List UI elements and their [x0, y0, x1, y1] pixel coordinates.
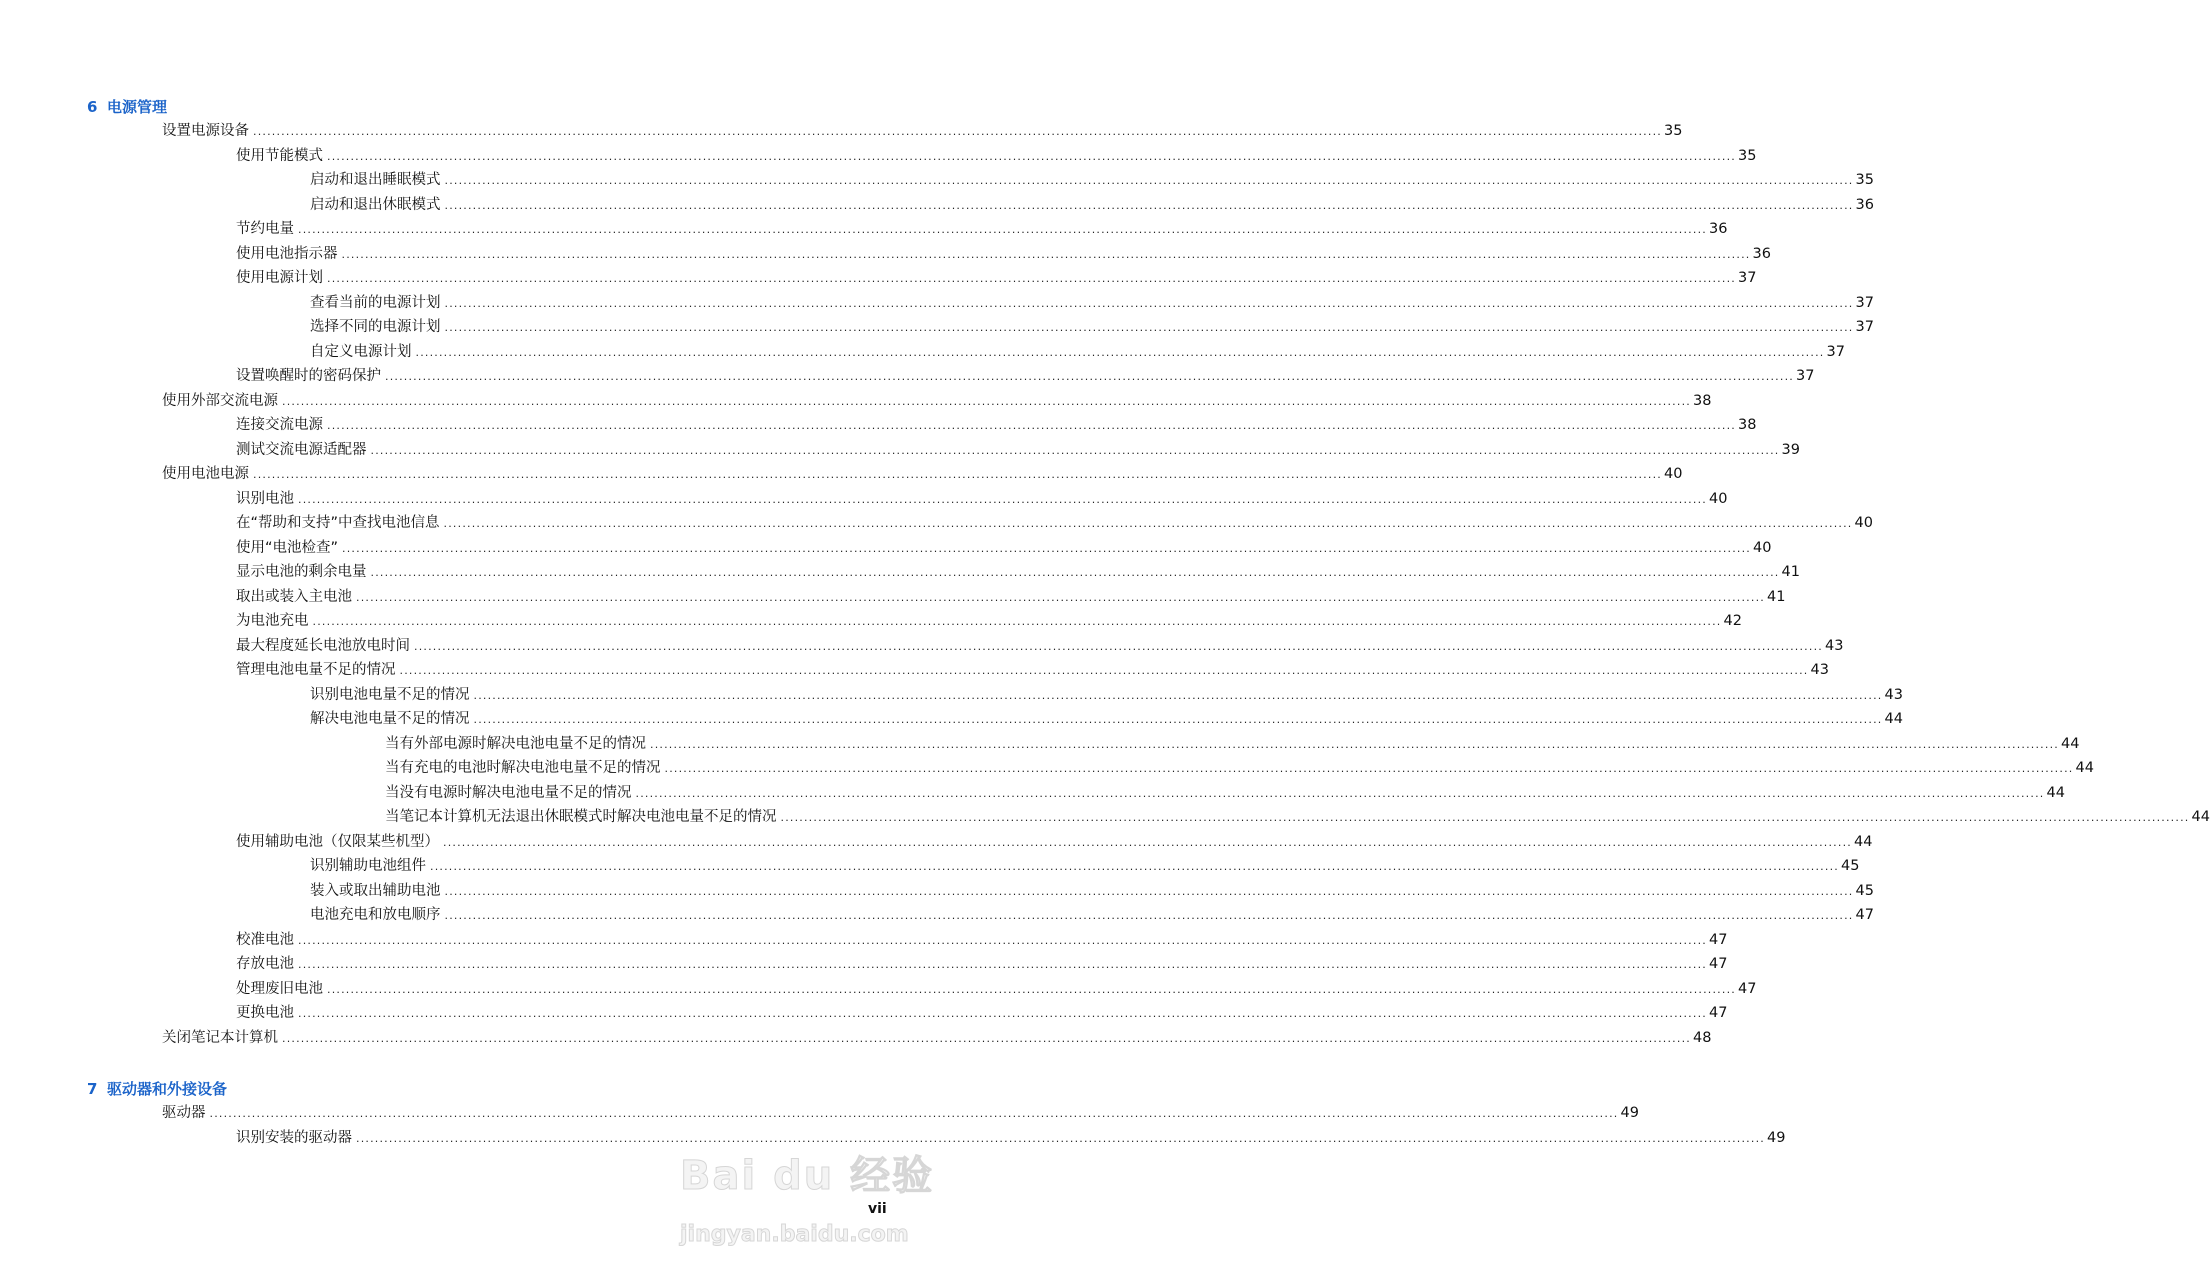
toc-entry-page: 39 [1781, 441, 1800, 458]
toc-entry-title: 节约电量 [236, 221, 294, 237]
toc-entry[interactable] [385, 805, 2210, 829]
dot-leader: ............................................................................................................................................................................................................................................................................................................ [444, 174, 1854, 187]
dot-leader: ............................................................................................................................................................................................................................................................................................................ [444, 909, 1854, 922]
chapter-number: 6 [87, 98, 98, 116]
toc-entry-page: 37 [1737, 270, 1757, 286]
toc-entry-page: 43 [1884, 686, 1903, 703]
toc-entry[interactable] [310, 903, 1874, 927]
toc-entry-title: 使用电源计划 [236, 270, 323, 286]
toc-entry-title: 当有外部电源时解决电池电量不足的情况 [385, 735, 646, 752]
dot-leader: ............................................................................................................................................................................................................................................................................................................ [209, 1107, 1619, 1120]
watermark-url: jingyan.baidu.com [680, 1222, 909, 1247]
toc-entry-title: 自定义电源计划 [310, 343, 412, 360]
dot-leader: ............................................................................................................................................................................................................................................................................................................ [298, 958, 1707, 971]
toc-entry-title: 查看当前的电源计划 [310, 294, 441, 311]
toc-entry-page: 36 [1752, 245, 1771, 262]
toc-entry-title: 当有充电的电池时解决电池电量不足的情况 [385, 760, 661, 776]
toc-entry-title: 当笔记本计算机无法退出休眠模式时解决电池电量不足的情况 [385, 809, 777, 825]
toc-entry[interactable] [236, 977, 1757, 1001]
toc-entry[interactable] [236, 438, 1800, 462]
dot-leader: ............................................................................................................................................................................................................................................................................................................ [327, 419, 1736, 432]
toc-entry[interactable] [236, 413, 1757, 437]
toc-entry-title: 连接交流电源 [236, 417, 323, 433]
dot-leader: ............................................................................................................................................................................................................................................................................................................ [473, 713, 1883, 726]
toc-entry-title: 识别辅助电池组件 [310, 858, 426, 874]
dot-leader: ............................................................................................................................................................................................................................................................................................................ [443, 835, 1852, 849]
toc-entry-page: 47 [1708, 1005, 1728, 1021]
toc-entry[interactable] [236, 217, 1728, 241]
toc-entry[interactable] [310, 315, 1874, 339]
toc-entry-page: 49 [1766, 1129, 1786, 1146]
dot-leader: ............................................................................................................................................................................................................................................................................................................ [664, 762, 2074, 775]
toc-entry[interactable] [162, 1101, 1639, 1125]
dot-leader: ............................................................................................................................................................................................................................................................................................................ [341, 247, 1751, 261]
toc-entry-title: 电池充电和放电顺序 [310, 907, 441, 923]
dot-leader: ............................................................................................................................................................................................................................................................................................................ [444, 321, 1854, 334]
toc-entry-title: 设置唤醒时的密码保护 [236, 368, 381, 384]
dot-leader: ............................................................................................................................................................................................................................................................................................................ [780, 811, 2190, 824]
dot-leader: ............................................................................................................................................................................................................................................................................................................ [414, 639, 1823, 653]
dot-leader: ............................................................................................................................................................................................................................................................................................................ [650, 737, 2059, 751]
toc-entry-page: 35 [1855, 172, 1874, 188]
dot-leader: ............................................................................................................................................................................................................................................................................................................ [443, 517, 1853, 530]
toc-entry-page: 45 [1840, 858, 1860, 874]
dot-leader: ............................................................................................................................................................................................................................................................................................................ [473, 688, 1883, 702]
toc-entry[interactable] [310, 291, 1874, 315]
toc-entry[interactable] [310, 879, 1874, 903]
toc-entry-page: 41 [1781, 564, 1800, 580]
toc-entry[interactable] [310, 854, 1860, 878]
toc-entry-page: 47 [1708, 956, 1728, 972]
toc-entry-title: 选择不同的电源计划 [310, 319, 441, 335]
toc-entry-title: 更换电池 [236, 1005, 294, 1021]
dot-leader: ............................................................................................................................................................................................................................................................................................................ [430, 860, 1839, 873]
dot-leader: ............................................................................................................................................................................................................................................................................................................ [298, 933, 1707, 947]
toc-entry-title: 取出或装入主电池 [236, 588, 352, 605]
page-number-folio: vii [868, 1201, 887, 1217]
toc-entry-title: 使用节能模式 [236, 147, 323, 164]
dot-leader: ............................................................................................................................................................................................................................................................................................................ [327, 272, 1736, 285]
toc-entry-page: 36 [1708, 221, 1728, 237]
dot-leader: ............................................................................................................................................................................................................................................................................................................ [399, 664, 1809, 677]
toc-entry-page: 45 [1855, 882, 1874, 899]
dot-leader: ............................................................................................................................................................................................................................................................................................................ [253, 125, 1662, 138]
toc-entry-title: 使用外部交流电源 [162, 392, 278, 409]
toc-entry[interactable] [236, 1126, 1786, 1150]
dot-leader: ............................................................................................................................................................................................................................................................................................................ [356, 1131, 1765, 1145]
toc-entry[interactable] [236, 364, 1815, 388]
toc-entry-page: 35 [1737, 147, 1757, 164]
toc-entry-page: 37 [1855, 294, 1874, 311]
toc-entry[interactable] [236, 830, 1873, 854]
toc-entry-page: 35 [1663, 123, 1683, 139]
dot-leader: ............................................................................................................................................................................................................................................................................................................ [282, 394, 1691, 408]
toc-entry[interactable] [236, 560, 1800, 584]
toc-entry-title: 使用“电池检查” [236, 539, 339, 556]
toc-entry[interactable] [236, 536, 1772, 560]
toc-entry-title: 使用电池指示器 [236, 245, 338, 262]
chapter-number: 7 [87, 1080, 98, 1098]
toc-entry[interactable] [236, 266, 1757, 290]
toc-entry-title: 识别电池 [236, 490, 294, 507]
toc-entry[interactable] [236, 658, 1829, 682]
dot-leader: ............................................................................................................................................................................................................................................................................................................ [385, 370, 1794, 383]
toc-entry[interactable] [236, 585, 1786, 609]
toc-entry[interactable] [310, 683, 1903, 707]
toc-entry-page: 49 [1620, 1105, 1639, 1121]
toc-entry[interactable] [162, 1026, 1712, 1050]
toc-entry-title: 存放电池 [236, 956, 294, 972]
toc-entry-page: 44 [2075, 760, 2094, 776]
dot-leader: ............................................................................................................................................................................................................................................................................................................ [415, 345, 1825, 359]
chapter-heading[interactable] [87, 95, 167, 119]
toc-entry-title: 最大程度延长电池放电时间 [236, 637, 410, 654]
toc-entry[interactable] [162, 119, 1683, 143]
toc-entry[interactable] [385, 756, 2094, 780]
toc-entry[interactable] [236, 242, 1771, 266]
toc-entry[interactable] [236, 511, 1873, 535]
toc-entry-title: 处理废旧电池 [236, 980, 323, 997]
toc-entry-page: 43 [1824, 637, 1844, 654]
toc-entry-title: 测试交流电源适配器 [236, 441, 367, 458]
toc-entry[interactable] [236, 487, 1728, 511]
toc-entry-title: 当没有电源时解决电池电量不足的情况 [385, 784, 632, 801]
toc-entry[interactable] [162, 389, 1712, 413]
dot-leader: ............................................................................................................................................................................................................................................................................................................ [342, 541, 1752, 555]
toc-entry-page: 36 [1855, 196, 1874, 213]
dot-leader: ............................................................................................................................................................................................................................................................................................................ [327, 982, 1736, 996]
toc-entry[interactable] [310, 340, 1845, 364]
dot-leader: ............................................................................................................................................................................................................................................................................................................ [327, 149, 1736, 163]
toc-entry[interactable] [310, 168, 1874, 192]
toc-entry-title: 设置电源设备 [162, 123, 249, 139]
toc-entry-page: 37 [1795, 368, 1815, 384]
toc-entry[interactable] [236, 634, 1844, 658]
chapter-heading[interactable] [87, 1077, 227, 1101]
dot-leader: ............................................................................................................................................................................................................................................................................................................ [356, 590, 1765, 604]
toc-entry-page: 47 [1737, 980, 1757, 997]
dot-leader: ............................................................................................................................................................................................................................................................................................................ [298, 1007, 1707, 1020]
toc-entry-title: 校准电池 [236, 931, 294, 948]
toc-entry[interactable] [310, 707, 1903, 731]
dot-leader: ............................................................................................................................................................................................................................................................................................................ [444, 884, 1854, 898]
toc-entry-title: 启动和退出休眠模式 [310, 196, 441, 213]
toc-entry[interactable] [236, 609, 1742, 633]
toc-entry[interactable] [162, 462, 1683, 486]
dot-leader: ............................................................................................................................................................................................................................................................................................................ [312, 615, 1722, 628]
toc-entry-page: 41 [1766, 588, 1786, 605]
toc-entry-page: 44 [2046, 784, 2065, 801]
toc-entry-title: 管理电池电量不足的情况 [236, 662, 396, 678]
toc-entry[interactable] [236, 1001, 1728, 1025]
toc-entry-page: 47 [1855, 907, 1874, 923]
toc-entry-title: 为电池充电 [236, 613, 309, 629]
toc-entry-page: 40 [1854, 515, 1873, 531]
toc-entry-page: 40 [1708, 490, 1728, 507]
dot-leader: ............................................................................................................................................................................................................................................................................................................ [298, 492, 1707, 506]
toc-entry-page: 47 [1708, 931, 1728, 948]
toc-entry[interactable] [236, 144, 1757, 168]
toc-entry-page: 42 [1723, 613, 1742, 629]
toc-entry-title: 装入或取出辅助电池 [310, 882, 441, 899]
toc-entry[interactable] [236, 952, 1728, 976]
toc-entry-page: 44 [2191, 809, 2210, 825]
toc-entry-page: 44 [1853, 833, 1873, 850]
toc-entry-page: 40 [1663, 466, 1683, 482]
toc-entry-page: 44 [2060, 735, 2080, 752]
toc-entry-page: 38 [1692, 392, 1712, 409]
dot-leader: ............................................................................................................................................................................................................................................................................................................ [253, 468, 1662, 481]
toc-entry[interactable] [236, 928, 1728, 952]
toc-entry-title: 使用辅助电池（仅限某些机型） [236, 833, 439, 850]
toc-entry-title: 关闭笔记本计算机 [162, 1029, 278, 1046]
toc-entry-page: 40 [1753, 539, 1772, 556]
dot-leader: ............................................................................................................................................................................................................................................................................................................ [635, 786, 2045, 800]
toc-entry[interactable] [385, 781, 2065, 805]
toc-entry-page: 38 [1737, 417, 1757, 433]
toc-entry-title: 启动和退出睡眠模式 [310, 172, 441, 188]
chapter-title: 驱动器和外接设备 [107, 1080, 228, 1098]
toc-entry-title: 解决电池电量不足的情况 [310, 711, 470, 727]
dot-leader: ............................................................................................................................................................................................................................................................................................................ [298, 223, 1707, 236]
dot-leader: ............................................................................................................................................................................................................................................................................................................ [444, 198, 1854, 212]
toc-entry-title: 在“帮助和支持”中查找电池信息 [236, 515, 440, 531]
dot-leader: ............................................................................................................................................................................................................................................................................................................ [370, 443, 1780, 457]
watermark-logo: Bai du 经验 [680, 1153, 935, 1199]
toc-entry-title: 驱动器 [162, 1105, 206, 1121]
toc-entry-page: 37 [1855, 319, 1874, 335]
toc-entry-title: 识别安装的驱动器 [236, 1129, 352, 1146]
toc-entry-page: 37 [1826, 343, 1845, 360]
dot-leader: ............................................................................................................................................................................................................................................................................................................ [282, 1031, 1691, 1045]
dot-leader: ............................................................................................................................................................................................................................................................................................................ [370, 566, 1780, 579]
toc-entry-page: 43 [1810, 662, 1829, 678]
chapter-title: 电源管理 [107, 98, 168, 116]
toc-entry[interactable] [385, 732, 2080, 756]
toc-entry-page: 48 [1692, 1029, 1712, 1046]
toc-entry-title: 使用电池电源 [162, 466, 249, 482]
dot-leader: ............................................................................................................................................................................................................................................................................................................ [444, 296, 1854, 310]
toc-entry-page: 44 [1884, 711, 1903, 727]
toc-entry-title: 识别电池电量不足的情况 [310, 686, 470, 703]
toc-entry-title: 显示电池的剩余电量 [236, 564, 367, 580]
toc-entry[interactable] [310, 193, 1874, 217]
